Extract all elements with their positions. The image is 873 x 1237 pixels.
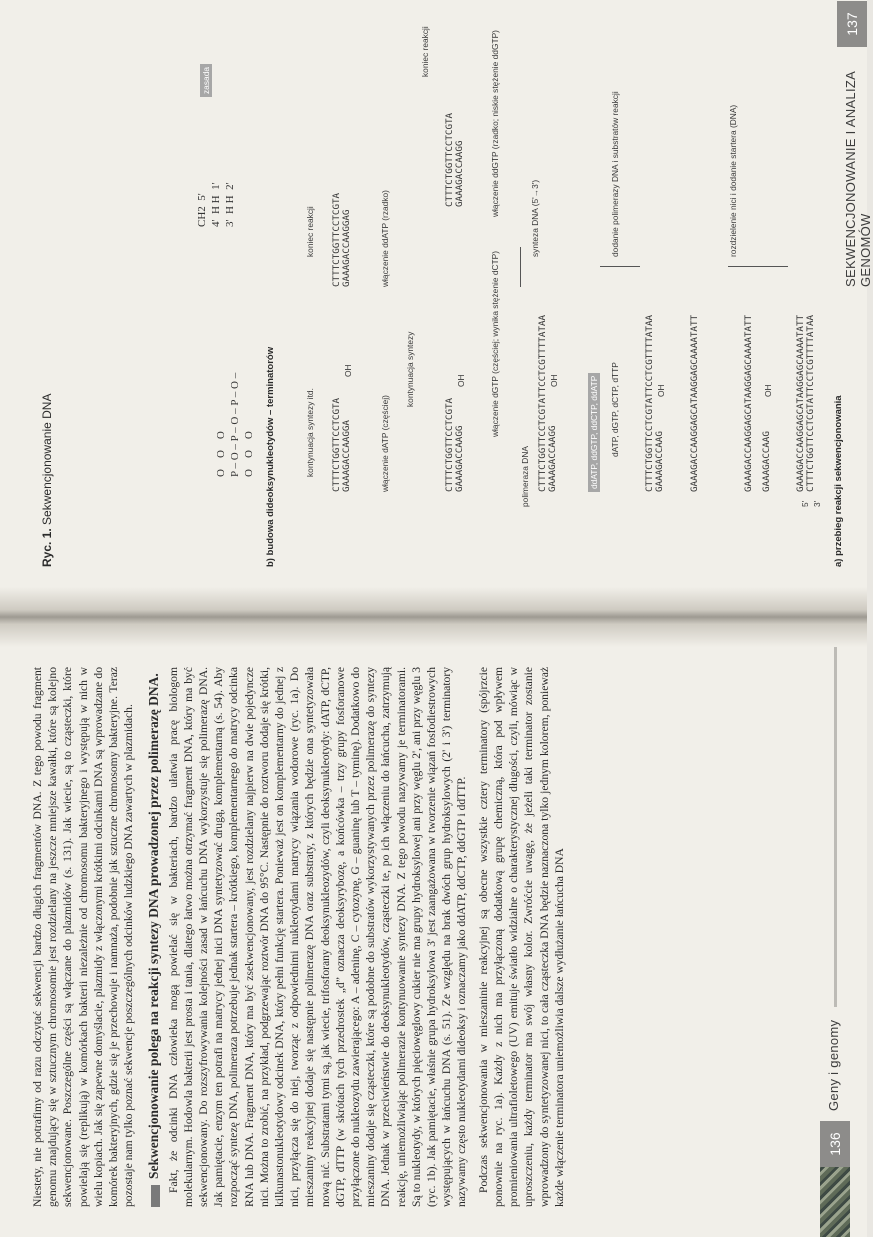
continuation-label: kontynuacja syntezy [405, 331, 415, 407]
figure-section-a-label: a) przebieg reakcji sekwencjonowania [833, 395, 844, 567]
partial-bottom-strand: CTTTCTGGTTCCTCGTA [331, 397, 342, 492]
dna-top-strand: GAAAGACCAAGGAGCATAAGGAGCAAAATATT [795, 314, 806, 492]
add-polymerase-label: dodanie polimerazy DNA i substratów reakcji [610, 91, 620, 257]
page-number-left: 136 [820, 1121, 850, 1167]
oh-label: OH [656, 384, 666, 397]
page-number-right: 137 [837, 1, 867, 47]
terminators-label: ddATP, ddGTP, ddCTP, ddATP [588, 373, 600, 492]
running-head-left: Geny i genomy [826, 1019, 841, 1111]
partial-bottom-strand: CTTTCTGGTTCCTCGTA [444, 397, 455, 492]
end-label: koniec reakcji [420, 26, 430, 77]
terminated-bottom-strand: CTTTCTGGTTCCTCGTA [444, 112, 455, 207]
zasada-box: zasada [200, 64, 212, 97]
separation-label: rozdzielenie nici i dodanie startera (DNA) [728, 104, 738, 257]
arrow-line [520, 247, 521, 287]
paragraph: Fakt, że odcinki DNA człowieka mogą powielać się w bakteriach, bardzo ułatwia pracę biologom molekularnym. Hodowla bakterii jest prosta i tania, dlatego łatwo można otrzymać fragment DNA, który ma być sekwencjonowany. Do rozszyfrowywania kolejności zasad w łańcuchu DNA wykorzystuje się polimerazę DNA. Jak pamiętacie, enzym ten potrafi na matrycy jednej nici DNA syntetyzować drugą, komplementarną (s. 54). Aby rozpocząć syntezę DNA, polimeraza potrzebuje jednak startera – krótkiego, komplementarnego do matrycy odcinka RNA lub DNA. Fragment DNA, który ma być zsekwencjonowany, jest rozdzielany najpierw na dwie pojedyncze nici. Można to zrobić, na przykład, podgrzewając roztwór DNA do 95°C. Następnie do roztworu dodaje się krótki, kilkunastonukleotydowy odcinek DNA, który pełni funkcję startera. Ponieważ jest on komplementarny do jednej z nici, przyłącza się do niej, tworząc z odpowiednimi nukleotydami matrycy wiązania wodorowe (ryc. 1a). Do mieszaniny reakcyjnej dodaje się następnie polimerazę DNA oraz substraty, z których będzie ona syntetyzowała nową nić. Substratami tymi są, jak wiecie, trifosforany deoksynukleozydów, czyli deoksynukleotydy: dATP, dCTP, dGTP, dTTP (w skrótach tych przedrostek „d” oznacza deoksyrybozę, a końcówka – trzy grupy fosforanowe przyłączone do nukleozydu zawierającego: A – adeninę, C – cytozynę, G – guaninę lub T – tyminę). Dodatkowo do mieszaniny dodaje się cząsteczki, które są podobne do substratów wykorzystywanych przez polimerazę do syntezy DNA. Jednak w przeciwieństwie do deoksynukleotydów, cząsteczki te, po ich włączeniu do łańcucha, zatrzymują reakcję, uniemożliwiając polimerazie kontynuowanie syntezy DNA. Z tego powodu nazywamy je terminatorami. Są to nukleotydy, w których pięciowęglowy cukier nie ma grupy hydroksylowej ani przy węglu 2', ani przy węglu 3 (ryc. 1b). Jak pamiętacie, właśnie grupa hydroksylowa 3' jest zaangażowana w tworzenie wiązań fosfodiestrowych występujących w łańcuchu DNA (s. 51). Ze względu na brak dwóch grup hydroksylowych (2' i 3') terminatory nazywamy często nukleotydami dideoksy i oznaczamy jako ddATP, ddCTP, ddGTP i ddTTP. [166, 667, 469, 1207]
dna-bottom-strand: CTTTCTGGTTCCTCGTATTCCTCGTTTTATAA [537, 314, 548, 492]
oh-label: OH [549, 374, 559, 387]
partial-top-strand: GAAAGACCAAGGA [341, 420, 352, 492]
oh-label: OH [763, 384, 773, 397]
dna-bottom-strand: CTTTCTGGTTCCTCGTATTCCTCGTTTTATAA [805, 314, 816, 492]
chem-structure-triphosphate: O O O P – O – P – O – P – O – O O O [215, 372, 255, 477]
heading-marker [151, 1185, 160, 1207]
primer-sequence: GAAAGACCAAG [654, 431, 665, 492]
synthesis-label: synteza DNA (5'→3') [530, 179, 540, 257]
arrow-line [728, 266, 788, 267]
polymerase-label: polimeraza DNA [520, 446, 530, 507]
thumbnail-image [820, 1167, 850, 1237]
terminated-top-strand: GAAAGACCAAGG [454, 140, 465, 207]
figure-section-b-label: b) budowa dideoksynukleotydów – terminatorów [265, 346, 276, 567]
incorporation-dgtp-label: włączenie dGTP (częściej; wynika stężenie dCTP) [490, 250, 500, 437]
continuation-etc-label: kontynuacja syntezy itd. [305, 388, 315, 477]
three-prime-label: 3' [812, 500, 822, 507]
incorporation-datp-label: włączenie dATP (częściej) [380, 395, 390, 492]
chem-structure-sugar: CH2 5' 4' H H 1' 3' H H 2' [196, 182, 236, 227]
divider [834, 597, 837, 1007]
left-running-footer [820, 597, 850, 1237]
end-label: koniec reakcji [305, 206, 315, 257]
partial-top-strand: GAAAGACCAAGG [547, 425, 558, 492]
paragraph: Niestety, nie potrafimy od razu odczytać sekwencji bardzo długich fragmentów DNA. Z tego powodu fragment genomu znajdujący się w sztucznym chromosomie jest rozdzielany na jeszcze mniejsze kawałki, które są kolejno sekwencjonowane. Poszczególne części są włączane do plazmidów (s. 131). Jak wiecie, są to cząsteczki, które powielają się (replikują) w komórkach bakterii niezależnie od chromosomu bakteryjnego i występują w nich w wielu kopiach. Jak się zapewne domyślacie, plazmidy z włączonymi krótkimi odcinkami DNA są wprowadzane do komórek bakteryjnych, gdzie się je przechowuje i namnaża, podobnie jak sztuczne chromosomy bakteryjne. Teraz pozostaje nam tylko poznać sekwencje poszczególnych odcinków ludzkiego DNA zawartych w plazmidach. [31, 667, 136, 1207]
oh-label: OH [343, 364, 353, 377]
book-gutter [0, 587, 867, 647]
section-heading-text: Sekwencjonowanie polega na reakcji syntezy DNA prowadzonej przez polimerazę DNA. [146, 673, 162, 1179]
caption-label: Ryc. 1. [40, 528, 54, 567]
incorporation-ddatp-label: włączenie ddATP (rzadko) [380, 190, 390, 287]
partial-top-strand: GAAAGACCAAGG [454, 425, 465, 492]
five-prime-label: 5' [800, 500, 810, 507]
figure-caption [40, 394, 54, 567]
caption-text: Sekwencjonowanie DNA [40, 393, 54, 525]
left-page-text-column [30, 667, 810, 1207]
dna-top-strand: GAAAGACCAAGGAGCATAAGGAGCAAAATATT [689, 314, 700, 492]
substrates-label: dATP, dGTP, dCTP, dTTP [610, 362, 620, 457]
dna-top-strand: GAAAGACCAAGGAGCATAAGGAGCAAAATATT [743, 314, 754, 492]
terminated-bottom-strand: CTTTCTGGTTCCTCGTA [331, 192, 342, 287]
right-page [0, 0, 873, 587]
right-running-footer [837, 0, 873, 587]
oh-label: OH [456, 374, 466, 387]
terminated-top-strand: GAAAGACCAAGGAG [341, 209, 352, 287]
dna-bottom-strand: CTTTCTGGTTCCTCGTATTCCTCGTTTTATAA [644, 314, 655, 492]
arrow-line [600, 266, 640, 267]
incorporation-ddgtp-label: włączenie ddGTP (rzadko; niskie stężenie ddGTP) [490, 30, 500, 217]
paragraph: Podczas sekwencjonowania w mieszaninie reakcyjnej są obecne wszystkie cztery terminatory (spójrzcie ponownie na ryc. 1a). Każdy z nich ma przyłączoną dodatkową grupę chemiczną, która pod wpływem promieniowania ultrafioletowego (UV) emituje światło widzialne o charakterystycznej długości, czyli, mówiąc w uproszczeniu, każdy terminator ma swój własny kolor. Zwróćcie uwagę, że jeżeli taki terminator zostanie wprowadzony do syntetyzowanej nici, to cała cząsteczka DNA będzie naznaczona tylko jednym kolorem, ponieważ każde włączenie terminatora uniemożliwia dalsze wydłużanie łańcucha DNA [476, 667, 566, 1207]
running-head-right: SEKWENCJONOWANIE I ANALIZA GENOMÓW [843, 71, 873, 287]
section-heading [146, 667, 161, 1207]
primer-sequence: GAAAGACCAAG [761, 431, 772, 492]
